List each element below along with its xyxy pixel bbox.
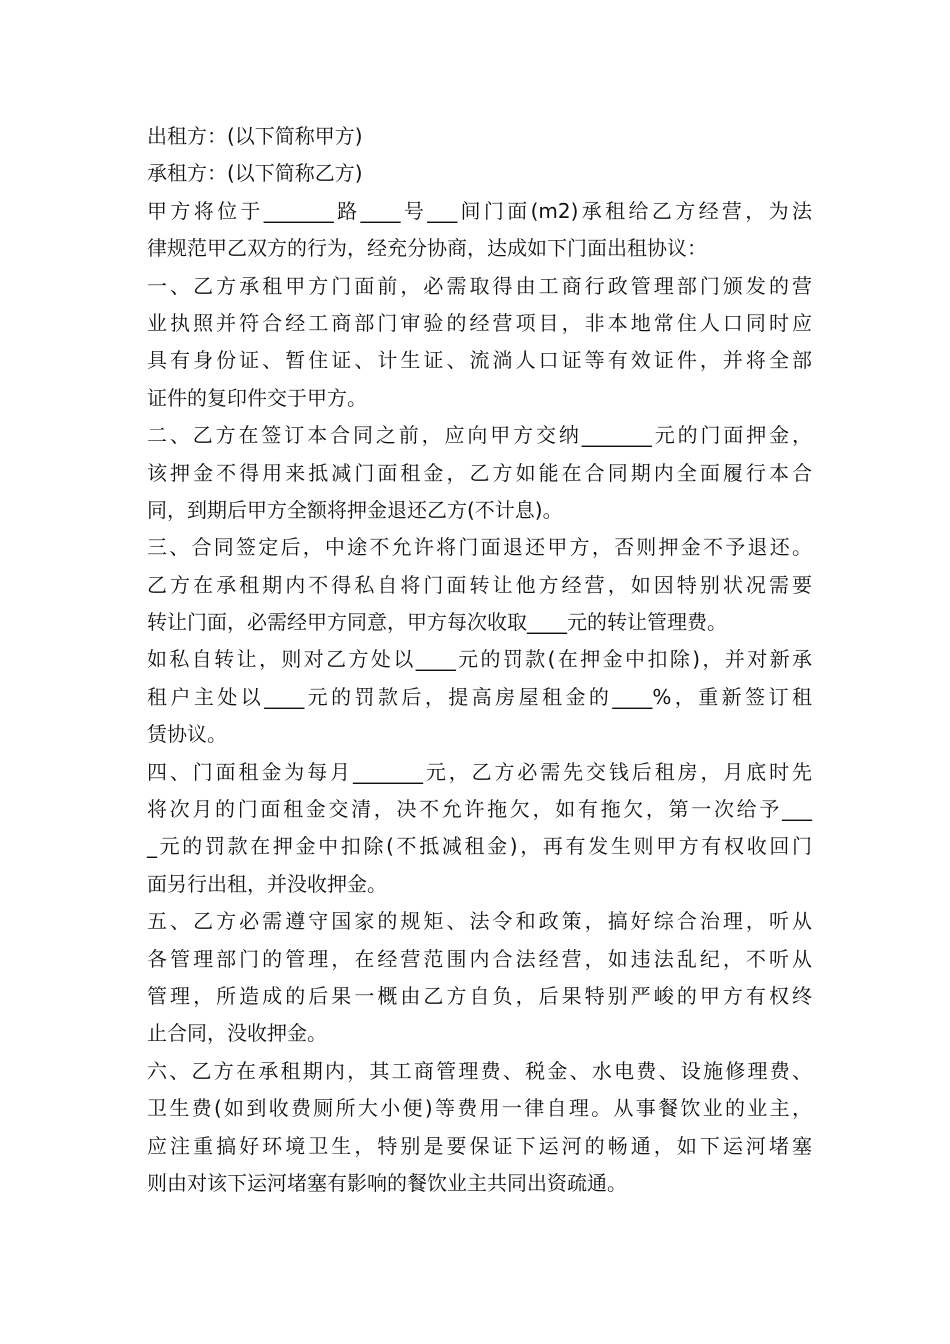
body-text-line: 五、乙方必需遵守国家的规矩、法令和政策，搞好综合治理，听从	[147, 909, 812, 934]
body-text-line: 则由对该下运河堵塞有影响的餐饮业主共同出资疏通。	[147, 1170, 627, 1195]
body-text-line: 赁协议。	[147, 722, 227, 747]
body-text-line: 应注重搞好环境卫生，特别是要保证下运河的畅通，如下运河堵塞	[147, 1133, 812, 1158]
body-text-line: 该押金不得用来抵减门面租金，乙方如能在合同期内全面履行本合	[147, 460, 812, 485]
body-text-line: 承租方：(以下简称乙方)	[147, 161, 363, 186]
body-text-line: 将次月的门面租金交清，决不允许拖欠，如有拖欠，第一次给予___	[147, 797, 812, 822]
body-text-line: 同，到期后甲方全额将押金退还乙方(不计息)。	[147, 497, 563, 522]
body-text-line: 各管理部门的管理，在经营范围内合法经营，如违法乱纪，不听从	[147, 946, 812, 971]
body-text-line: 四、门面租金为每月_______元，乙方必需先交钱后租房，月底时先	[147, 759, 812, 784]
body-text-line: 三、合同签定后，中途不允许将门面退还甲方，否则押金不予退还。	[147, 535, 812, 560]
body-text-line: 止合同，没收押金。	[147, 1021, 327, 1046]
body-text-line: 甲方将位于_______路____号___间门面(m2)承租给乙方经营，为法	[147, 198, 812, 223]
body-text-line: 出租方：(以下简称甲方)	[147, 124, 363, 148]
body-text-line: 转让门面，必需经甲方同意，甲方每次收取____元的转让管理费。	[147, 610, 727, 635]
body-text-line: 二、乙方在签订本合同之前，应向甲方交纳_______元的门面押金，	[147, 423, 812, 448]
contract-body	[147, 118, 812, 1202]
body-text-line: 面另行出租，并没收押金。	[147, 871, 387, 896]
body-text-line: 租户主处以____元的罚款后，提高房屋租金的____%，重新签订租	[147, 684, 812, 709]
body-text-line: 管理，所造成的后果一概由乙方自负，后果特别严峻的甲方有权终	[147, 983, 812, 1008]
body-text-line: _元的罚款在押金中扣除(不抵减租金)，再有发生则甲方有权收回门	[147, 834, 812, 859]
body-text-line: 六、乙方在承租期内，其工商管理费、税金、水电费、设施修理费、	[147, 1058, 812, 1083]
body-text-line: 具有身份证、暂住证、计生证、流淌人口证等有效证件，并将全部	[147, 348, 812, 373]
body-text-line: 一、乙方承租甲方门面前，必需取得由工商行政管理部门颁发的营	[147, 273, 812, 298]
body-text-line: 证件的复印件交于甲方。	[147, 385, 367, 410]
body-text-line: 卫生费(如到收费厕所大小便)等费用一律自理。从事餐饮业的业主，	[147, 1096, 812, 1121]
body-text-line: 乙方在承租期内不得私自将门面转让他方经营，如因特别状况需要	[147, 572, 812, 597]
body-text-line: 如私自转让，则对乙方处以____元的罚款(在押金中扣除)，并对新承	[147, 647, 812, 672]
body-text-line: 律规范甲乙双方的行为，经充分协商，达成如下门面出租协议：	[147, 236, 707, 261]
body-text-line: 业执照并符合经工商部门审验的经营项目，非本地常住人口同时应	[147, 310, 812, 335]
